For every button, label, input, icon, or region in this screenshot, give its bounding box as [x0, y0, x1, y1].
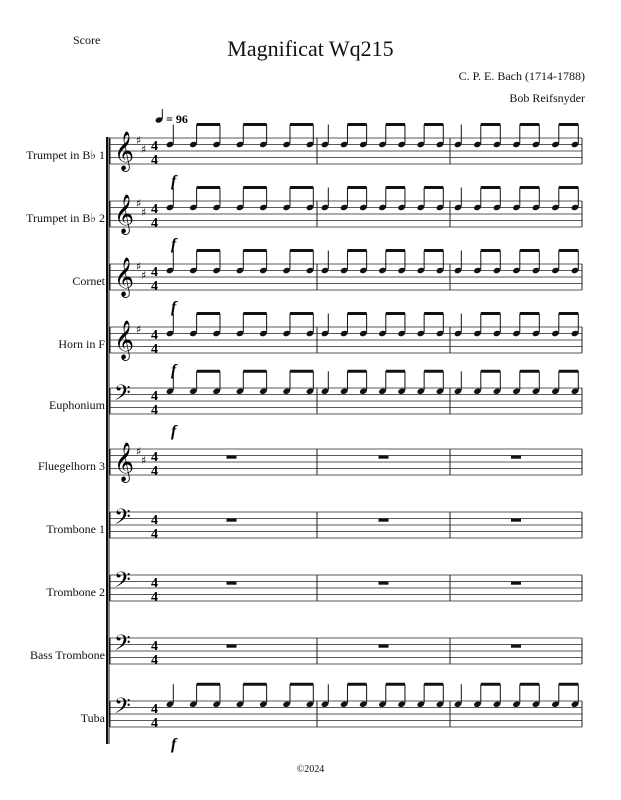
treble-clef-icon: 𝄞: [114, 194, 135, 234]
dynamic-marking: f: [171, 236, 177, 253]
whole-rest-icon: [379, 645, 389, 648]
instrument-label-euphonium: Euphonium: [49, 398, 105, 412]
dynamic-marking: f: [171, 173, 177, 190]
time-signature-top: 4: [151, 513, 158, 528]
bass-clef-icon: 𝄢: [114, 381, 131, 411]
score-label: Score: [73, 33, 101, 47]
treble-clef-icon: 𝄞: [114, 257, 135, 297]
time-signature-bottom: 4: [151, 153, 158, 168]
time-signature-top: 4: [151, 450, 158, 465]
time-signature-top: 4: [151, 328, 158, 343]
treble-clef-icon: 𝄞: [114, 442, 135, 482]
time-signature-top: 4: [151, 202, 158, 217]
composer-credit: C. P. E. Bach (1714-1788): [458, 69, 585, 83]
tempo-marking: [155, 109, 188, 126]
sharp-icon: ♯: [136, 323, 142, 336]
dynamic-marking: f: [171, 362, 177, 379]
treble-clef-icon: 𝄞: [114, 320, 135, 360]
bass-clef-icon: 𝄢: [114, 505, 131, 535]
dynamic-marking: f: [171, 299, 177, 316]
instrument-label-horn: Horn in F: [58, 337, 105, 351]
sharp-icon: ♯: [136, 197, 142, 210]
instrument-label-fluegelhorn: Fluegelhorn 3: [38, 459, 105, 473]
instrument-label-trombone-1: Trombone 1: [46, 522, 105, 536]
bass-clef-icon: 𝄢: [114, 694, 131, 724]
sharp-icon: ♯: [141, 269, 147, 282]
whole-rest-icon: [511, 645, 521, 648]
sharp-icon: ♯: [136, 260, 142, 273]
sharp-icon: ♯: [141, 143, 147, 156]
instrument-label-tuba: Tuba: [80, 711, 105, 725]
dynamic-marking: f: [171, 423, 177, 440]
tempo-text: = 96: [166, 112, 188, 126]
quarter-note-icon: [155, 109, 164, 124]
time-signature-bottom: 4: [151, 527, 158, 542]
time-signature-top: 4: [151, 265, 158, 280]
whole-rest-icon: [511, 582, 521, 585]
time-signature-top: 4: [151, 702, 158, 717]
sharp-icon: ♯: [136, 445, 142, 458]
sharp-icon: ♯: [136, 134, 142, 147]
time-signature-bottom: 4: [151, 342, 158, 357]
instrument-label-trombone-2: Trombone 2: [46, 585, 105, 599]
instrument-label-cornet: Cornet: [72, 274, 105, 288]
time-signature-top: 4: [151, 139, 158, 154]
bass-clef-icon: 𝄢: [114, 631, 131, 661]
time-signature-bottom: 4: [151, 653, 158, 668]
whole-rest-icon: [379, 582, 389, 585]
whole-rest-icon: [227, 456, 237, 459]
time-signature-bottom: 4: [151, 403, 158, 418]
time-signature-top: 4: [151, 639, 158, 654]
sharp-icon: ♯: [141, 206, 147, 219]
time-signature-bottom: 4: [151, 464, 158, 479]
time-signature-bottom: 4: [151, 716, 158, 731]
copyright-footer: ©2024: [296, 764, 325, 775]
time-signature-top: 4: [151, 576, 158, 591]
whole-rest-icon: [227, 582, 237, 585]
time-signature-top: 4: [151, 389, 158, 404]
time-signature-bottom: 4: [151, 216, 158, 231]
page-title: Magnificat Wq215: [227, 36, 394, 61]
instrument-label-bass-trombone: Bass Trombone: [29, 648, 105, 662]
arranger-credit: Bob Reifsnyder: [509, 91, 585, 105]
treble-clef-icon: 𝄞: [114, 131, 135, 171]
sharp-icon: ♯: [141, 454, 147, 467]
whole-rest-icon: [379, 456, 389, 459]
instrument-label-trumpet-2: Trumpet in B♭ 2: [26, 211, 105, 225]
time-signature-bottom: 4: [151, 590, 158, 605]
whole-rest-icon: [227, 519, 237, 522]
whole-rest-icon: [379, 519, 389, 522]
time-signature-bottom: 4: [151, 279, 158, 294]
whole-rest-icon: [511, 519, 521, 522]
whole-rest-icon: [511, 456, 521, 459]
bass-clef-icon: 𝄢: [114, 568, 131, 598]
dynamic-marking: f: [171, 736, 177, 753]
whole-rest-icon: [227, 645, 237, 648]
instrument-label-trumpet-1: Trumpet in B♭ 1: [26, 148, 105, 162]
